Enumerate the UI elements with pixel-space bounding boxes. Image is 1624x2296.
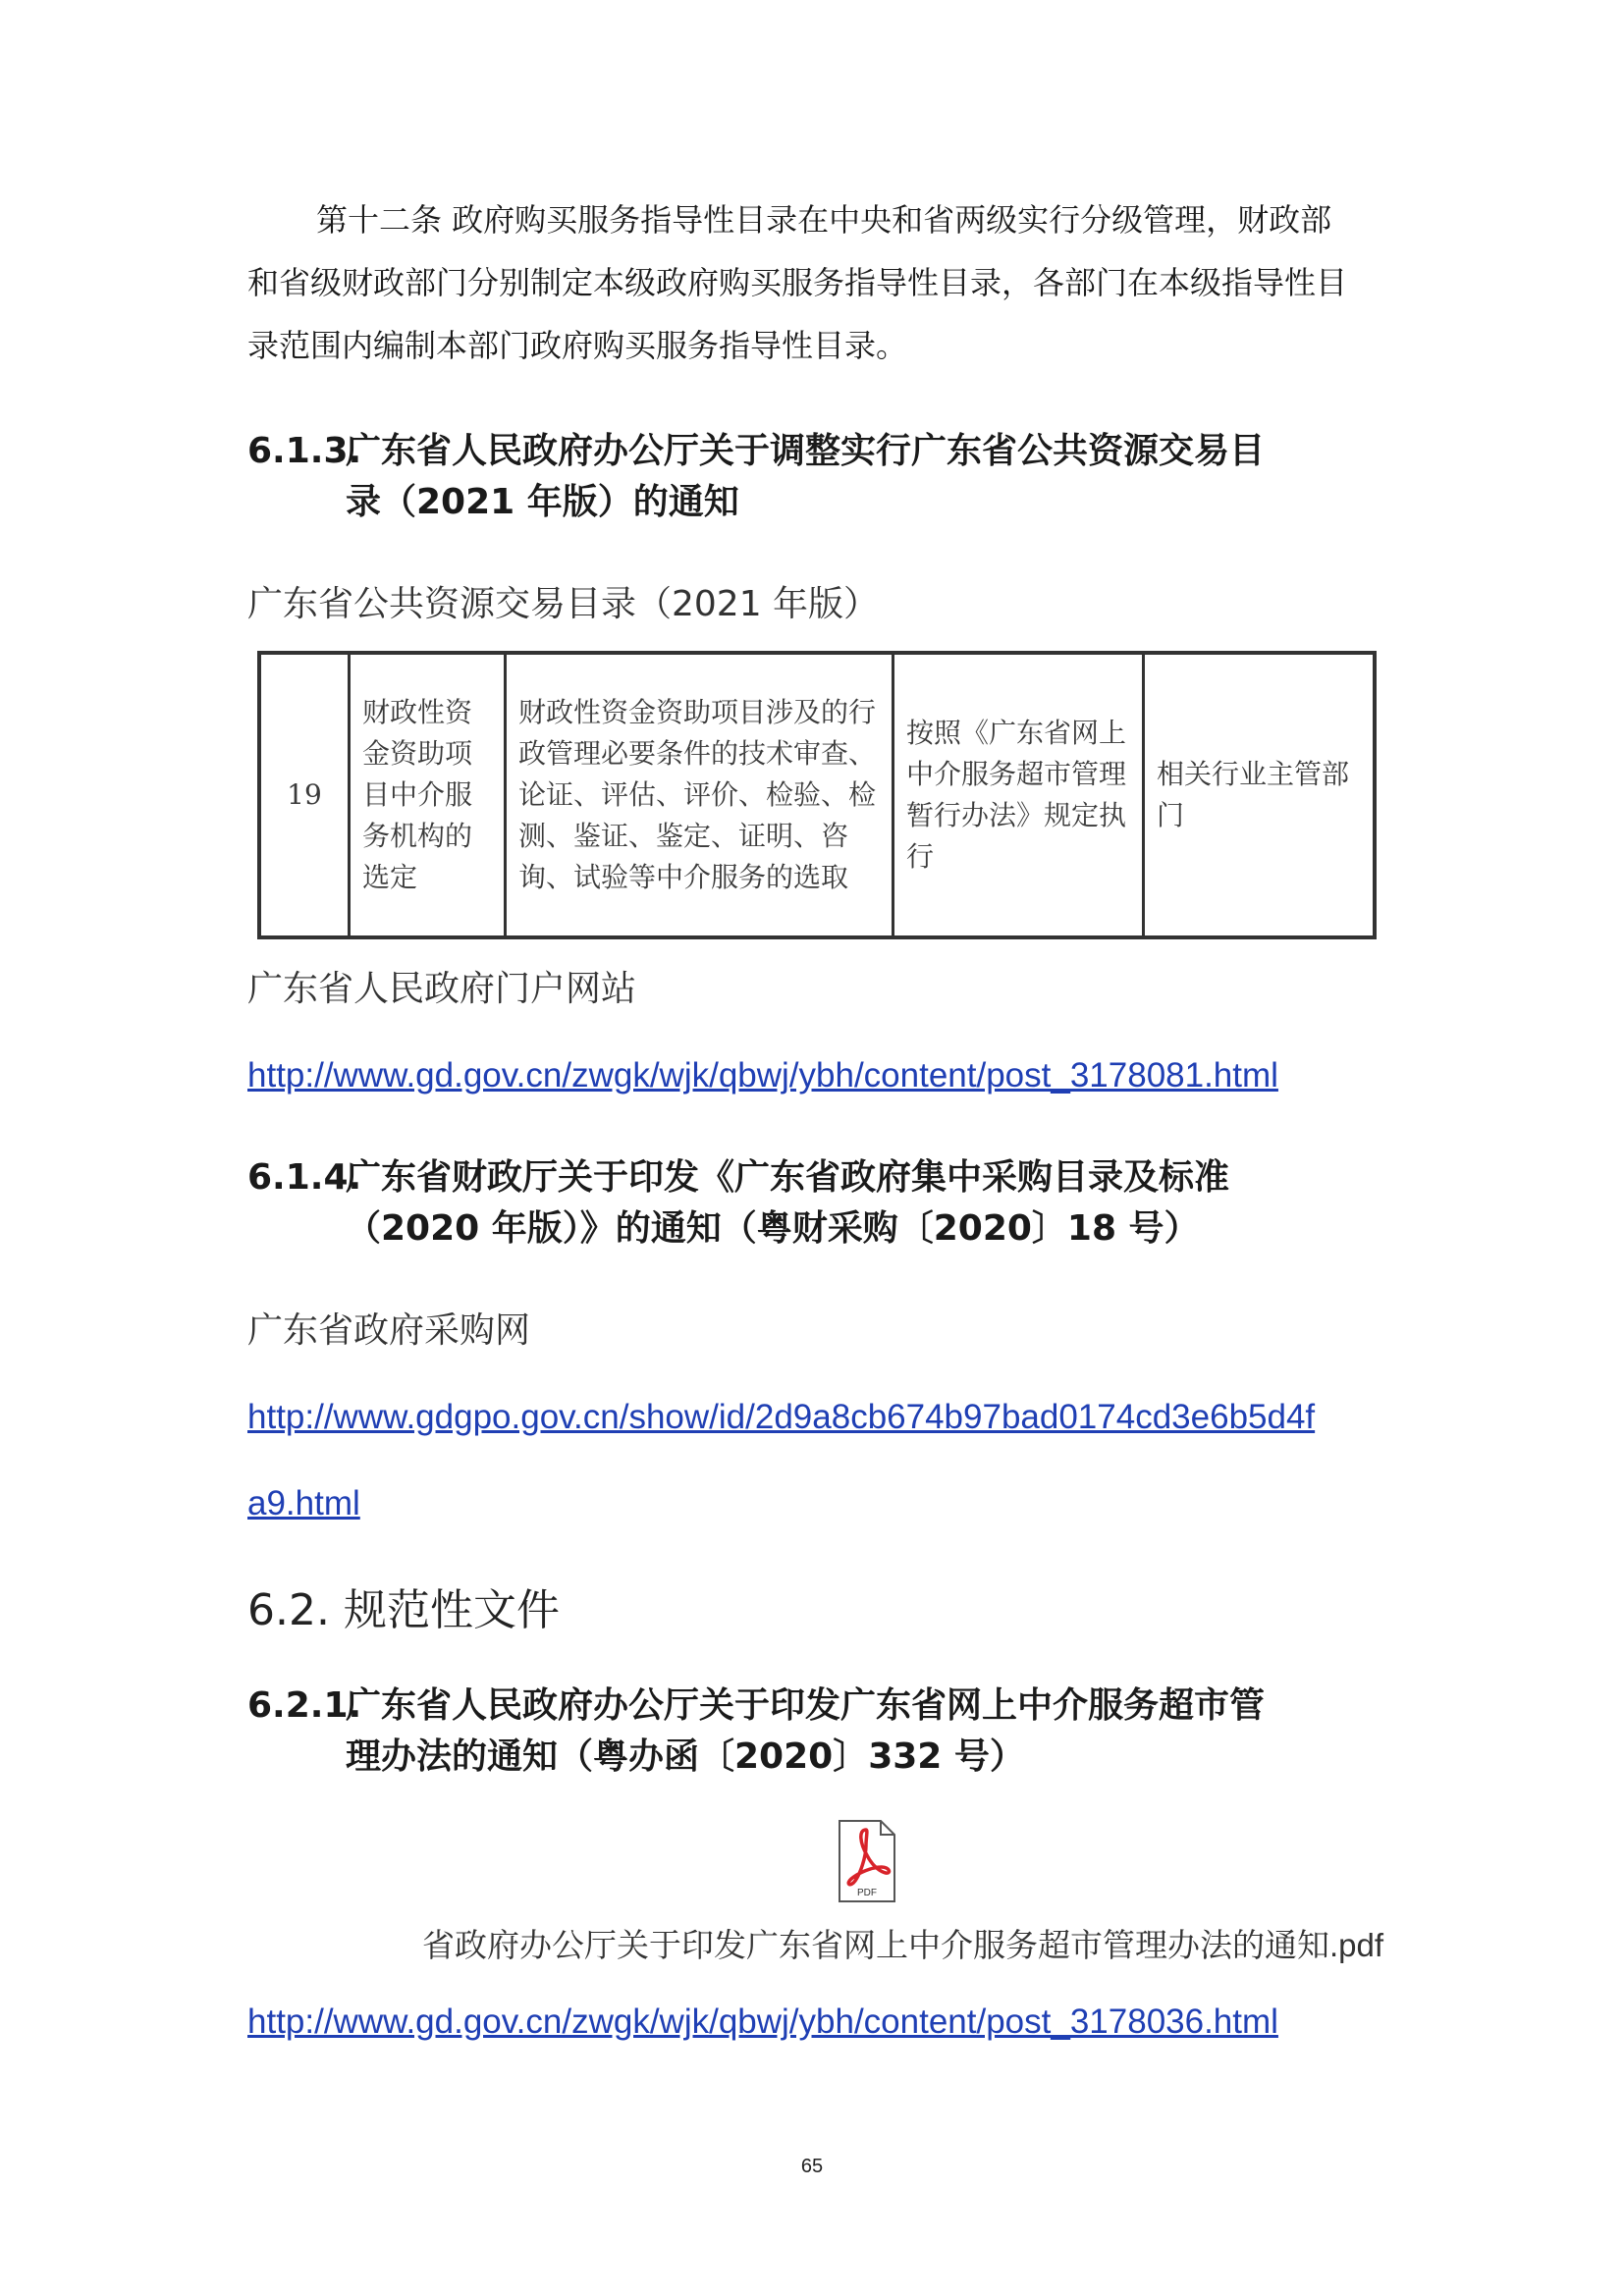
section-6-1-4-title-line-1: 广东省财政厅关于印发《广东省政府集中采购目录及标准 xyxy=(346,1157,1230,1198)
link-portal-url[interactable]: http://www.gd.gov.cn/zwgk/wjk/qbwj/ybh/content/post_3178081.html xyxy=(247,1056,1278,1095)
pdf-attachment-name[interactable]: 省政府办公厅关于印发广东省网上中介服务超市管理办法的通知.pdf xyxy=(422,1927,1384,1963)
source-procurement-site: 广东省政府采购网 xyxy=(247,1310,531,1351)
article-12-line-2: 和省级财政部门分别制定本级政府购买服务指导性目录，各部门在本级指导性目 xyxy=(247,264,1348,301)
page-number: 65 xyxy=(800,2156,824,2177)
cell-number: 19 xyxy=(259,653,350,937)
section-6-1-3-title-line-1: 广东省人民政府办公厅关于调整实行广东省公共资源交易目 xyxy=(346,431,1266,471)
table-row xyxy=(259,653,1375,937)
link-regulation-url[interactable]: http://www.gd.gov.cn/zwgk/wjk/qbwj/ybh/content/post_3178036.html xyxy=(247,2002,1278,2041)
section-6-2-title: 6.2. 规范性文件 xyxy=(247,1585,560,1635)
link-procurement-url-line-2[interactable]: a9.html xyxy=(247,1484,360,1522)
section-6-1-4-title-line-2: （2020 年版）》的通知（粤财采购〔2020〕18 号） xyxy=(346,1208,1200,1249)
table-caption: 广东省公共资源交易目录（2021 年版） xyxy=(247,584,880,624)
section-6-1-3-title-line-2: 录（2021 年版）的通知 xyxy=(346,482,739,522)
cell-scope: 财政性资金资助项目涉及的行政管理必要条件的技术审查、论证、评估、评价、检验、检测、鉴证、鉴定、证明、咨询、试验等中介服务的选取 xyxy=(506,653,893,937)
source-portal: 广东省人民政府门户网站 xyxy=(247,969,637,1009)
pdf-file-icon[interactable] xyxy=(837,1818,897,1904)
section-6-2-1-number: 6.2.1. xyxy=(247,1685,362,1726)
procurement-table xyxy=(257,651,1377,939)
cell-basis: 按照《广东省网上中介服务超市管理暂行办法》规定执行 xyxy=(893,653,1144,937)
section-6-1-4-number: 6.1.4. xyxy=(247,1157,362,1198)
link-procurement-url-line-1[interactable]: http://www.gdgpo.gov.cn/show/id/2d9a8cb674b97bad0174cd3e6b5d4f xyxy=(247,1398,1316,1436)
section-6-1-3-number: 6.1.3. xyxy=(247,431,362,471)
cell-department: 相关行业主管部门 xyxy=(1144,653,1376,937)
article-12-line-3: 录范围内编制本部门政府购买服务指导性目录。 xyxy=(247,327,908,364)
article-12-line-1: 第十二条 政府购买服务指导性目录在中央和省两级实行分级管理，财政部 xyxy=(316,201,1332,239)
section-6-2-1-title-line-2: 理办法的通知（粤办函〔2020〕332 号） xyxy=(346,1736,1025,1777)
section-6-2-1-title-line-1: 广东省人民政府办公厅关于印发广东省网上中介服务超市管 xyxy=(346,1685,1266,1726)
pdf-icon-label: PDF xyxy=(857,1888,877,1898)
cell-item: 财政性资金资助项目中介服务机构的选定 xyxy=(350,653,506,937)
